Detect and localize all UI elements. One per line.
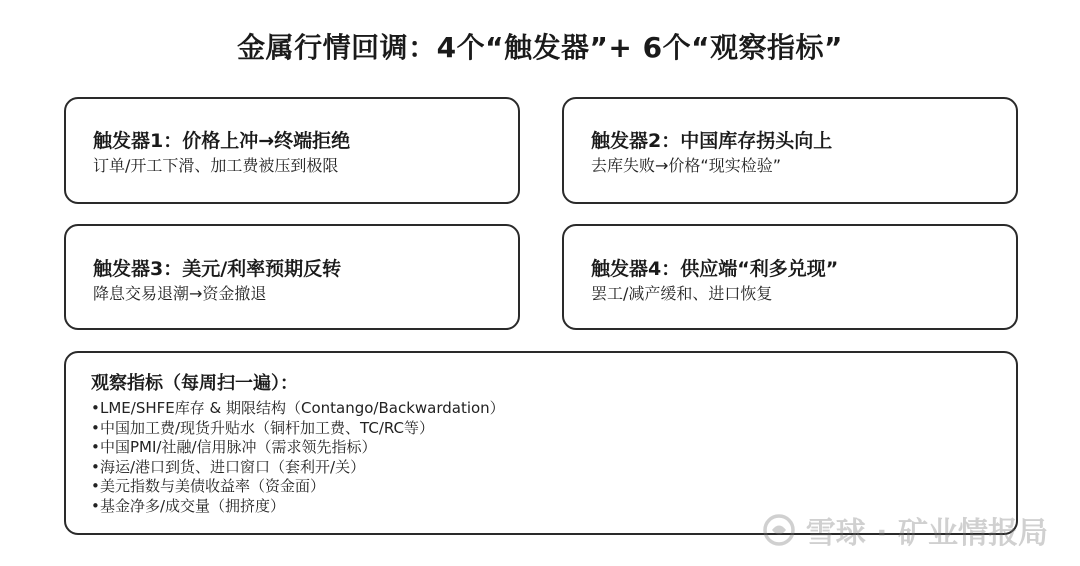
bullet: •: [91, 477, 100, 495]
list-item-text: 中国加工费/现货升贴水（铜杆加工费、TC/RC等）: [100, 418, 435, 437]
trigger-title: 触发器2：中国库存拐头向上: [591, 130, 833, 152]
trigger-card-1: [64, 97, 520, 204]
page-title: 金属行情回调：4个“触发器”+ 6个“观察指标”: [237, 31, 843, 64]
list-item: [91, 438, 1016, 458]
list-item-text: LME/SHFE库存 & 期限结构（Contango/Backwardation）: [100, 399, 505, 417]
trigger-card-4: [562, 224, 1018, 330]
trigger-title: 触发器4：供应端“利多兑现”: [591, 258, 839, 280]
trigger-card-2: [562, 97, 1018, 204]
trigger-subtitle: 罢工/减产缓和、进口恢复: [591, 284, 773, 303]
list-item: [91, 477, 1016, 497]
trigger-subtitle: 降息交易退潮→资金撤退: [93, 284, 267, 303]
observation-title: 观察指标（每周扫一遍）：: [91, 373, 298, 394]
trigger-title: 触发器1：价格上冲→终端拒绝: [93, 130, 351, 152]
list-item: [91, 458, 1016, 478]
list-item: [91, 399, 1016, 419]
bullet: •: [91, 418, 100, 437]
list-item-text: 美元指数与美债收益率（资金面）: [100, 477, 326, 495]
bullet: •: [91, 496, 100, 515]
observation-list: [91, 399, 1016, 516]
bullet: •: [91, 457, 100, 476]
list-item-text: 基金净多/成交量（拥挤度）: [100, 496, 286, 515]
list-item: [91, 419, 1016, 439]
watermark: [762, 508, 1048, 552]
bullet: •: [91, 438, 100, 456]
trigger-card-3: [64, 224, 520, 330]
watermark-text: 雪球 · 矿业情报局: [805, 516, 1048, 551]
list-item-text: 海运/港口到货、进口窗口（套利开/关）: [100, 457, 366, 476]
snowball-logo-icon: [762, 513, 800, 547]
trigger-title: 触发器3：美元/利率预期反转: [93, 258, 342, 280]
bullet: •: [91, 399, 100, 417]
trigger-subtitle: 订单/开工下滑、加工费被压到极限: [93, 156, 339, 175]
trigger-subtitle: 去库失败→价格“现实检验”: [591, 156, 781, 175]
list-item-text: 中国PMI/社融/信用脉冲（需求领先指标）: [100, 438, 377, 456]
